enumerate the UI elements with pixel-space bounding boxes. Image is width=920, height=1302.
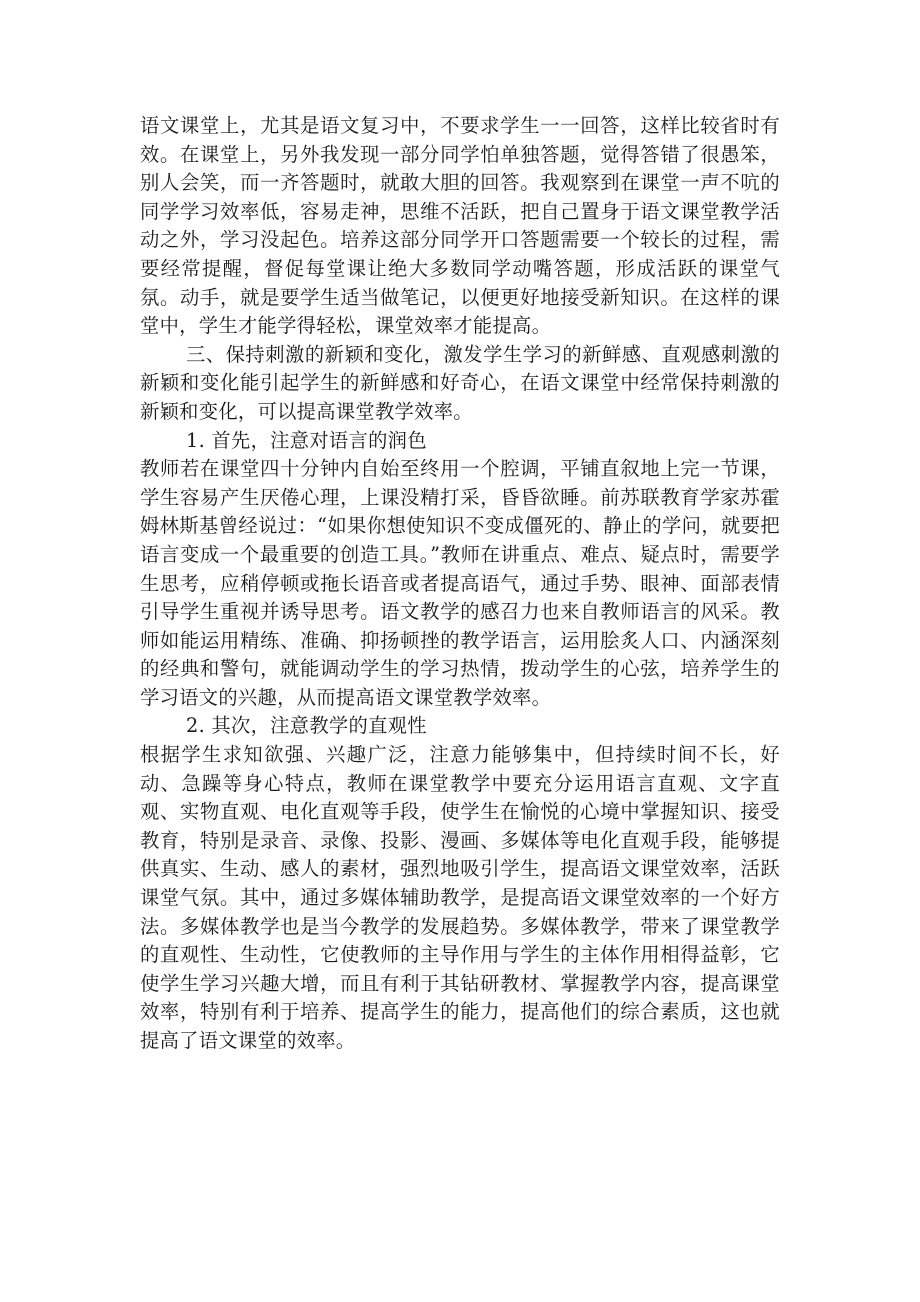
document-body xyxy=(140,112,780,1056)
paragraph-classroom-answering: 语文课堂上，尤其是语文复习中，不要求学生一一回答，这样比较省时有效。在课堂上，另外我发现一部分同学怕单独答题，觉得答错了很愚笨，别人会笑，而一齐答题时，就敢大胆的回答。我观察到在课堂一声不吭的同学学习效率低，容易走神，思维不活跃，把自己置身于语文课堂教学活动之外，学习没起色。培养这部分同学开口答题需要一个较长的过程，需要经常提醒，督促每堂课让绝大多数同学动嘴答题，形成活跃的课堂气氛。动手，就是要学生适当做笔记，以便更好地接受新知识。在这样的课堂中，学生才能学得轻松，课堂效率才能提高。 xyxy=(140,114,780,338)
subheading-intuitiveness: 2. 其次，注意教学的直观性 xyxy=(186,714,427,738)
paragraph-section-three: 三、保持刺激的新颖和变化，激发学生学习的新鲜感、直观感刺激的新颖和变化能引起学生的新鲜感和好奇心，在语文课堂中经常保持刺激的新颖和变化，可以提高课堂教学效率。 xyxy=(140,342,780,423)
subheading-language-polish: 1. 首先，注意对语言的润色 xyxy=(186,428,427,452)
paragraph-teacher-language: 教师若在课堂四十分钟内自始至终用一个腔调，平铺直叙地上完一节课，学生容易产生厌倦心理，上课没精打采，昏昏欲睡。前苏联教育学家苏霍姆林斯基曾经说过：“如果你想使知识不变成僵死的、静止的学问，就要把语言变成一个最重要的创造工具。”教师在讲重点、难点、疑点时，需要学生思考，应稍停顿或拖长语音或者提高语气，通过手势、眼神、面部表情引导学生重视并诱导思考。语文教学的感召力也来自教师语言的风采。教师如能运用精练、准确、抑扬顿挫的教学语言，运用脍炙人口、内涵深刻的经典和警句，就能调动学生的学习热情，拨动学生的心弦，培养学生的学习语文的兴趣，从而提高语文课堂教学效率。 xyxy=(140,457,780,709)
paragraph-multimedia-teaching: 根据学生求知欲强、兴趣广泛，注意力能够集中，但持续时间不长，好动、急躁等身心特点，教师在课堂教学中要充分运用语言直观、文字直观、实物直观、电化直观等手段，使学生在愉悦的心境中掌握知识、接受教育，特别是录音、录像、投影、漫画、多媒体等电化直观手段，能够提供真实、生动、感人的素材，强烈地吸引学生，提高语文课堂效率，活跃课堂气氛。其中，通过多媒体辅助教学，是提高语文课堂效率的一个好方法。多媒体教学也是当今教学的发展趋势。多媒体教学，带来了课堂教学的直观性、生动性，它使教师的主导作用与学生的主体作用相得益彰，它使学生学习兴趣大增，而且有利于其钻研教材、掌握教学内容，提高课堂效率，特别有利于培养、提高学生的能力，提高他们的综合素质，这也就提高了语文课堂的效率。 xyxy=(140,743,780,1052)
